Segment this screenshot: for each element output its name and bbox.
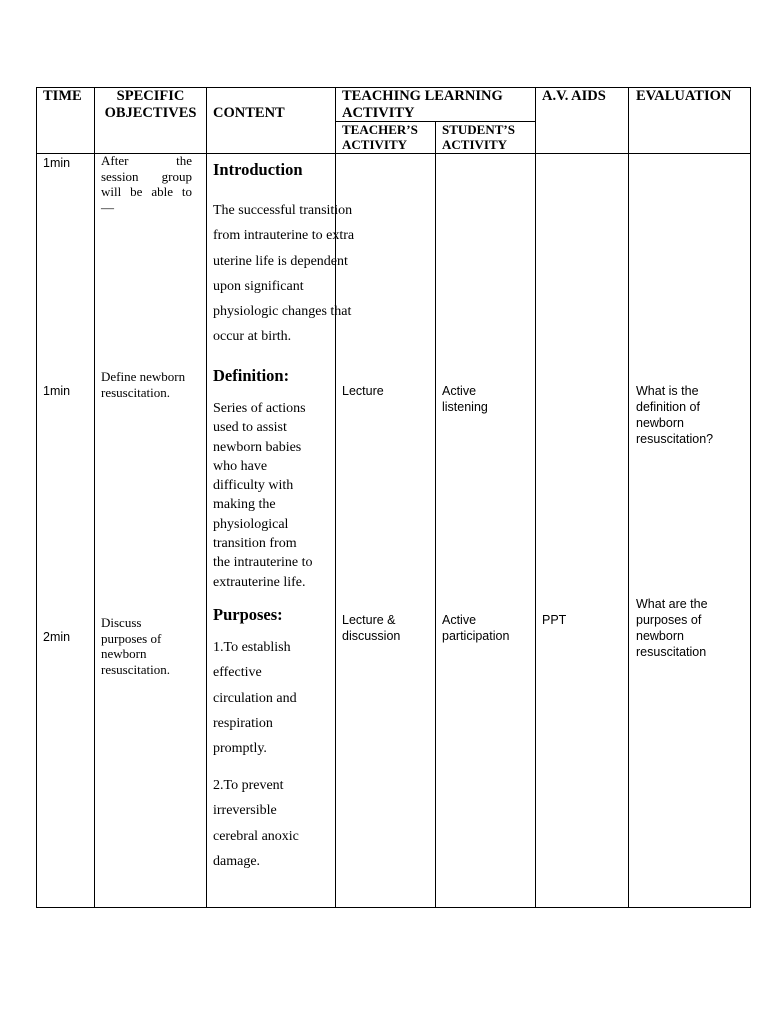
row2-student-activity [442,383,488,415]
row1-content-line: from intrauterine to extra [213,228,355,244]
row2-student-line: Active [442,384,477,398]
row3-purpose2-line: irreversible [213,803,277,819]
row2-content-line: who have [213,458,268,474]
row2-content-line: making the [213,497,276,513]
row2-objective-line: resuscitation. [101,384,170,400]
row3-heading: Purposes: [213,605,283,624]
header-teaching-learning-activity [342,88,503,122]
header-objectives [95,88,206,122]
col-divider-time [94,87,95,908]
col-divider-teacher [435,121,436,908]
header-time: TIME [43,88,82,104]
row3-teacher-activity [342,612,400,644]
row3-purpose1-line: respiration [213,715,273,731]
col-divider-objectives [206,87,207,908]
row3-objective-line: Discuss [101,615,142,630]
header-teacher-line2: ACTIVITY [342,137,408,152]
row3-evaluation-line: newborn [636,629,684,643]
row3-evaluation-line: purposes of [636,613,702,627]
row2-content-line: used to assist [213,420,287,436]
row2-content-line: extrauterine life. [213,574,306,590]
row2-objective [101,369,185,400]
header-student-line1: STUDENT’S [442,122,515,137]
row3-purpose1-line: effective [213,665,262,681]
row1-content-line: physiologic changes that [213,304,352,320]
row1-heading: Introduction [213,160,303,179]
row2-evaluation-line: definition of [636,400,700,414]
row2-content-line: transition from [213,536,297,552]
row3-objective-line: resuscitation. [101,661,170,677]
row3-purpose2-line: cerebral anoxic [213,828,299,844]
row3-objective [101,615,170,677]
row2-content-line: the intrauterine to [213,555,313,571]
header-student-line2: ACTIVITY [442,137,508,152]
row1-content-line: The successful transition [213,203,353,218]
table-left-border [36,87,37,908]
col-divider-student [535,87,536,908]
row3-purpose-2 [213,773,299,874]
row2-evaluation [636,383,713,447]
header-teacher-activity [342,122,418,152]
row3-objective-line: purposes of [101,630,162,646]
table-right-border [750,87,751,908]
header-teacher-line1: TEACHER’S [342,122,418,137]
row2-evaluation-line: resuscitation? [636,432,714,446]
row1-objective-line: session group [101,168,192,184]
col-divider-av [628,87,629,908]
header-objectives-line1: SPECIFIC [116,88,185,104]
row2-evaluation-line: newborn [636,416,684,430]
row2-student-line: listening [442,400,488,414]
row1-objective-line: will be able to [101,184,192,199]
row3-purpose-1 [213,635,297,761]
row3-teacher-line: discussion [342,629,401,643]
row1-content-line: uterine life is dependent [213,253,348,269]
row2-content-line: newborn babies [213,439,302,455]
row3-evaluation [636,596,708,660]
row1-content-line: occur at birth. [213,329,292,345]
row1-objective-line: — [101,199,114,215]
row1-content-line: upon significant [213,278,304,294]
row3-av-aids: PPT [542,613,567,627]
row3-purpose1-line: circulation and [213,690,297,706]
row3-purpose2-line: damage. [213,853,261,869]
row2-evaluation-line: What is the [636,384,699,398]
header-av-aids: A.V. AIDS [542,88,606,104]
row1-objective-line: After the [101,153,192,168]
row2-teacher-activity: Lecture [342,384,384,398]
row2-content-line: Series of actions [213,401,306,416]
row3-student-activity [442,612,509,644]
row3-student-line: participation [442,629,510,643]
row3-evaluation-line: What are the [636,597,708,611]
row3-time: 2min [43,630,71,644]
row2-heading: Definition: [213,366,290,385]
header-tla-line2: ACTIVITY [342,105,415,121]
header-student-activity [442,122,515,152]
row2-time: 1min [43,384,71,398]
row2-objective-line: Define newborn [101,369,186,384]
row3-purpose2-line: 2.To prevent [213,778,284,793]
table-bottom-border [36,907,751,908]
row2-content [213,399,313,592]
header-evaluation: EVALUATION [636,88,732,104]
row2-content-line: physiological [213,516,289,532]
row3-teacher-line: Lecture & [342,613,396,627]
row1-objective [101,153,192,215]
row3-purpose1-line: promptly. [213,741,267,757]
row1-time: 1min [43,156,71,170]
row3-objective-line: newborn [101,646,147,661]
header-objectives-line2: OBJECTIVES [104,105,197,121]
row2-content-line: difficulty with [213,478,294,494]
row3-student-line: Active [442,613,477,627]
row3-purpose1-line: 1.To establish [213,640,291,655]
header-content: CONTENT [213,105,285,121]
row1-content [213,198,354,350]
row3-evaluation-line: resuscitation [636,645,707,659]
header-tla-line1: TEACHING LEARNING [342,88,503,104]
